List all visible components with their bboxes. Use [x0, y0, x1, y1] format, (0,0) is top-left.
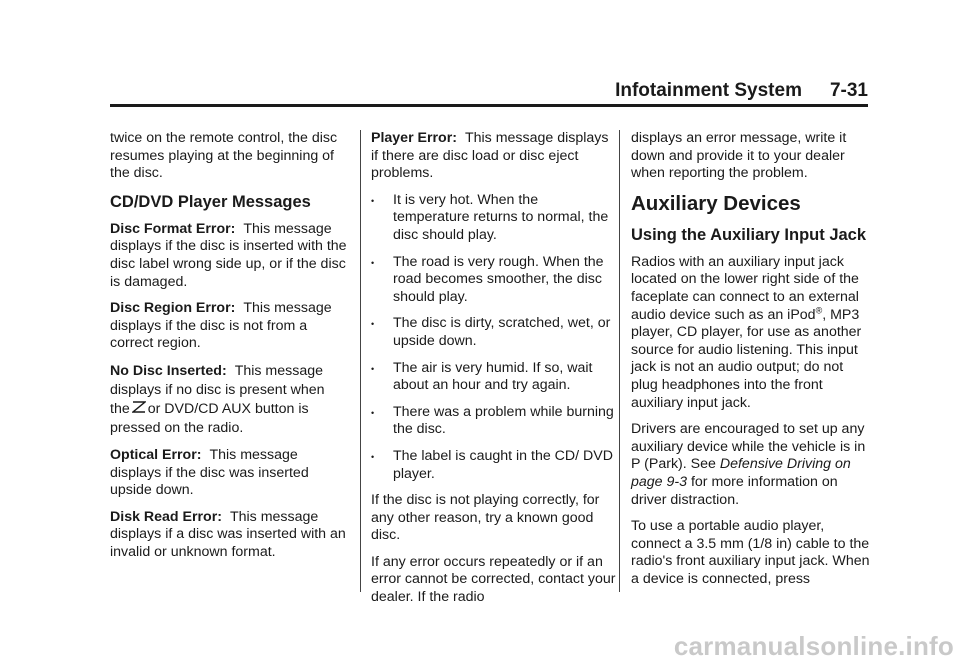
definition: This message displays if no disc is present when	[110, 362, 325, 398]
watermark: carmanualsonline.info	[673, 631, 954, 661]
col2-para-2: If any error occurs repeatedly or if an error cannot be corrected, contact your dealer. If the radio	[371, 553, 616, 606]
disc-format-error	[110, 221, 352, 291]
disk-read-error	[110, 509, 352, 562]
header-rule	[110, 104, 868, 107]
column-2	[371, 130, 616, 616]
no-disc-inserted	[110, 362, 352, 438]
cross-reference: Defensive Driving on page 9-3	[631, 456, 851, 490]
list-item: • There was a problem while burning the disc.	[371, 403, 614, 438]
no-disc-pre: the	[110, 400, 130, 417]
list-item: • The road is very rough. When the road becomes smoother, the disc should play.	[371, 253, 604, 305]
section-title: Infotainment System	[615, 80, 802, 101]
definition: This message displays if the disc was inserted upside down.	[110, 446, 309, 499]
term: Player Error:	[371, 130, 457, 146]
optical-error	[110, 447, 352, 500]
col3-intro: displays an error message, write it down and provide it to your dealer when reporting the problem.	[631, 130, 847, 182]
list-item: • The disc is dirty, scratched, wet, or upside down.	[371, 315, 611, 349]
registered-mark: ®	[815, 304, 823, 315]
col1-intro: twice on the remote control, the disc resumes playing at the beginning of the disc.	[110, 130, 338, 182]
aux-input-jack-heading: Using the Auxiliary Input Jack	[631, 225, 867, 244]
bullet: •	[371, 319, 375, 330]
bullet: •	[371, 407, 375, 418]
list-item: • The air is very humid. If so, wait about an hour and try again.	[371, 359, 593, 394]
definition: This message displays if the disc is inserted with the disc label wrong side up, or if the disc is damaged.	[110, 220, 347, 290]
bullet: •	[371, 257, 375, 268]
bullet: •	[371, 451, 375, 462]
column-divider-1	[360, 130, 361, 592]
col3-para-1: Radios with an auxiliary input jack located on the lower right side of the faceplate can connect to an external audio device such as an iPod®, MP3 player, CD player, for use as another source for audio listening. This input jack is not an audio output; do not plug headphones into the front auxiliary input jack.	[631, 253, 862, 411]
cd-dvd-messages-heading: CD/DVD Player Messages	[110, 192, 311, 211]
term: Disk Read Error:	[110, 508, 222, 525]
term: No Disc Inserted:	[110, 362, 227, 379]
player-error	[371, 130, 616, 183]
definition: This message displays if a disc was inserted with an invalid or unknown format.	[110, 508, 346, 560]
list-item: • It is very hot. When the temperature returns to normal, the disc should play.	[371, 191, 609, 243]
column-1	[110, 130, 352, 571]
list-item: • The label is caught in the CD/ DVD player.	[371, 447, 614, 482]
bullet: •	[371, 195, 375, 206]
auxiliary-devices-heading: Auxiliary Devices	[631, 191, 801, 215]
bullet-list	[371, 192, 616, 483]
disc-region-error	[110, 300, 352, 353]
col2-para-1: If the disc is not playing correctly, for any other reason, try a known good disc.	[371, 492, 600, 544]
column-divider-2	[619, 130, 620, 592]
definition: This message displays if there are disc load or disc eject problems.	[371, 130, 609, 182]
term: Optical Error:	[110, 446, 202, 463]
no-disc-post: or DVD/CD AUX button is pressed on the radio.	[110, 400, 309, 436]
term: Disc Region Error:	[110, 300, 236, 317]
col3-para-3: To use a portable audio player, connect a 3.5 mm (1/8 in) cable to the radio's front auxiliary input jack. When a device is connected, press	[631, 518, 870, 587]
bullet: •	[371, 363, 375, 374]
page-number: 7-31	[829, 80, 868, 101]
definition: This message displays if the disc is not from a correct region.	[110, 300, 332, 352]
page-header	[110, 80, 868, 102]
disc-eject-icon	[132, 400, 146, 414]
term: Disc Format Error:	[110, 220, 236, 237]
column-3	[631, 130, 871, 597]
col3-para-2: Drivers are encouraged to set up any auxiliary device while the vehicle is in P (Park). See Defensive Driving on page 9-3 for more information on driver distraction.	[631, 421, 866, 508]
